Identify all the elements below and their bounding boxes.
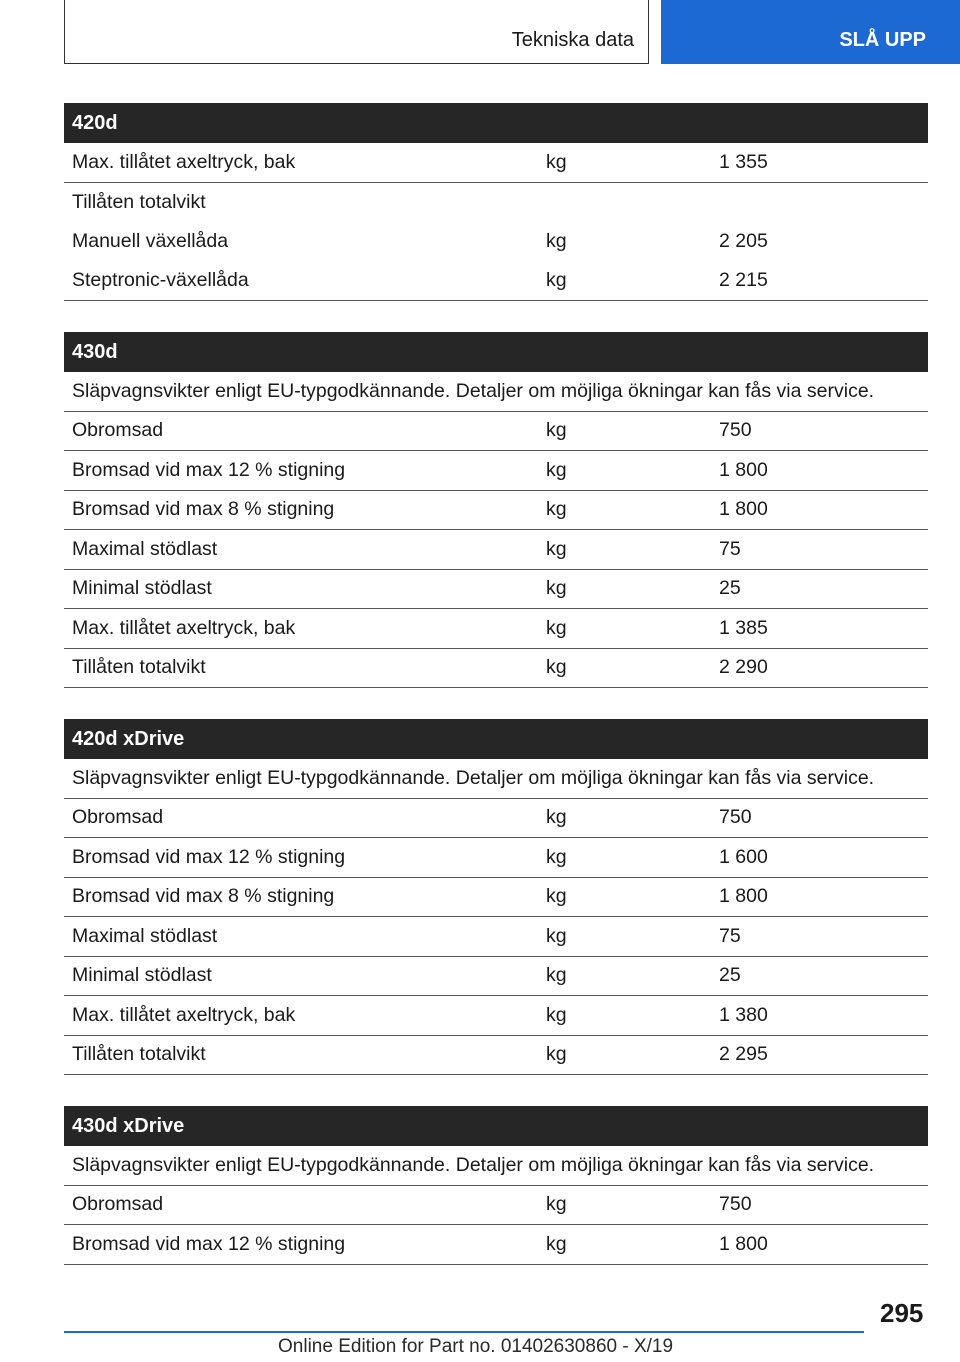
section-tab[interactable] [64,0,649,64]
row-unit: kg [546,885,567,908]
table-note [64,1146,928,1186]
spec-tables [64,103,928,1296]
row-label: Manuell växellåda [72,230,229,253]
row-label: Obromsad [72,419,164,442]
table-row [64,491,928,531]
note-text: Släpvagnsvikter enligt EU-typgodkännande. Detaljer om möjliga ökningar kan fås via service. [72,379,875,402]
look-up-label: SLÅ UPP [839,29,926,51]
top-navigation [0,0,960,66]
row-value: 1 800 [719,498,768,521]
table-row [64,143,928,183]
row-label: Max. tillåtet axeltryck, bak [72,150,296,173]
table-row [64,1186,928,1226]
row-unit: kg [546,150,567,173]
row-label: Obromsad [72,1193,164,1216]
row-value: 750 [719,806,752,829]
table-row [64,917,928,957]
row-label: Max. tillåtet axeltryck, bak [72,1003,296,1026]
row-value: 75 [719,537,741,560]
row-value: 2 290 [719,656,768,679]
row-label: Bromsad vid max 8 % stigning [72,885,335,908]
look-up-button[interactable] [661,0,960,64]
table-row [64,1225,928,1265]
row-value: 1 385 [719,616,768,639]
row-label: Maximal stödlast [72,537,218,560]
row-value: 2 295 [719,1043,768,1066]
table-row [64,799,928,839]
row-label: Bromsad vid max 8 % stigning [72,498,335,521]
row-unit: kg [546,924,567,947]
table-title: 430d [64,332,928,372]
row-label: Tillåten totalvikt [72,656,206,679]
note-text: Släpvagnsvikter enligt EU-typgodkännande. Detaljer om möjliga ökningar kan fås via service. [72,766,875,789]
row-value: 1 800 [719,1232,768,1255]
row-label: Steptronic-växellåda [72,269,249,292]
row-unit: kg [546,845,567,868]
row-value: 1 800 [719,885,768,908]
table-title: 420d xDrive [64,719,928,759]
row-label: Maximal stödlast [72,924,218,947]
row-value: 750 [719,419,752,442]
table-row [64,878,928,918]
row-unit: kg [546,577,567,600]
table-title: 420d [64,103,928,143]
table-row [64,957,928,997]
table-row [64,183,928,223]
note-text: Släpvagnsvikter enligt EU-typgodkännande. Detaljer om möjliga ökningar kan fås via service. [72,1153,875,1176]
row-unit: kg [546,656,567,679]
row-value: 1 800 [719,458,768,481]
spec-table [64,103,928,301]
table-row [64,570,928,610]
section-title: Tekniska data [511,29,634,51]
row-value: 2 215 [719,269,768,292]
table-row [64,609,928,649]
row-label: Obromsad [72,806,164,829]
edition-text: Online Edition for Part no. 01402630860 - X/19 [278,1336,674,1357]
row-unit: kg [546,458,567,481]
row-unit: kg [546,419,567,442]
row-label: Max. tillåtet axeltryck, bak [72,616,296,639]
spec-table [64,332,928,688]
row-label: Bromsad vid max 12 % stigning [72,845,346,868]
row-unit: kg [546,537,567,560]
table-title: 430d xDrive [64,1106,928,1146]
row-value: 1 380 [719,1003,768,1026]
table-row [64,530,928,570]
spec-table [64,719,928,1075]
row-unit: kg [546,1193,567,1216]
table-row [64,451,928,491]
row-value: 75 [719,924,741,947]
row-unit: kg [546,1003,567,1026]
footer-divider [64,1331,864,1333]
page-number: 295 [880,1298,924,1328]
row-unit: kg [546,1232,567,1255]
table-row [64,838,928,878]
row-unit: kg [546,964,567,987]
table-row [64,996,928,1036]
table-row [64,1036,928,1076]
row-unit: kg [546,230,567,253]
spec-table [64,1106,928,1265]
row-value: 2 205 [719,230,768,253]
row-unit: kg [546,1043,567,1066]
row-label: Tillåten totalvikt [72,190,206,213]
row-unit: kg [546,616,567,639]
row-label: Minimal stödlast [72,964,212,987]
table-row [64,262,928,302]
row-label: Bromsad vid max 12 % stigning [72,458,346,481]
row-value: 25 [719,577,741,600]
row-value: 750 [719,1193,752,1216]
table-row [64,412,928,452]
table-row [64,222,928,262]
row-value: 1 355 [719,150,768,173]
row-value: 1 600 [719,845,768,868]
row-unit: kg [546,806,567,829]
table-note [64,372,928,412]
table-row [64,649,928,689]
table-note [64,759,928,799]
row-label: Tillåten totalvikt [72,1043,206,1066]
row-value: 25 [719,964,741,987]
row-unit: kg [546,498,567,521]
row-label: Bromsad vid max 12 % stigning [72,1232,346,1255]
row-unit: kg [546,269,567,292]
row-label: Minimal stödlast [72,577,212,600]
